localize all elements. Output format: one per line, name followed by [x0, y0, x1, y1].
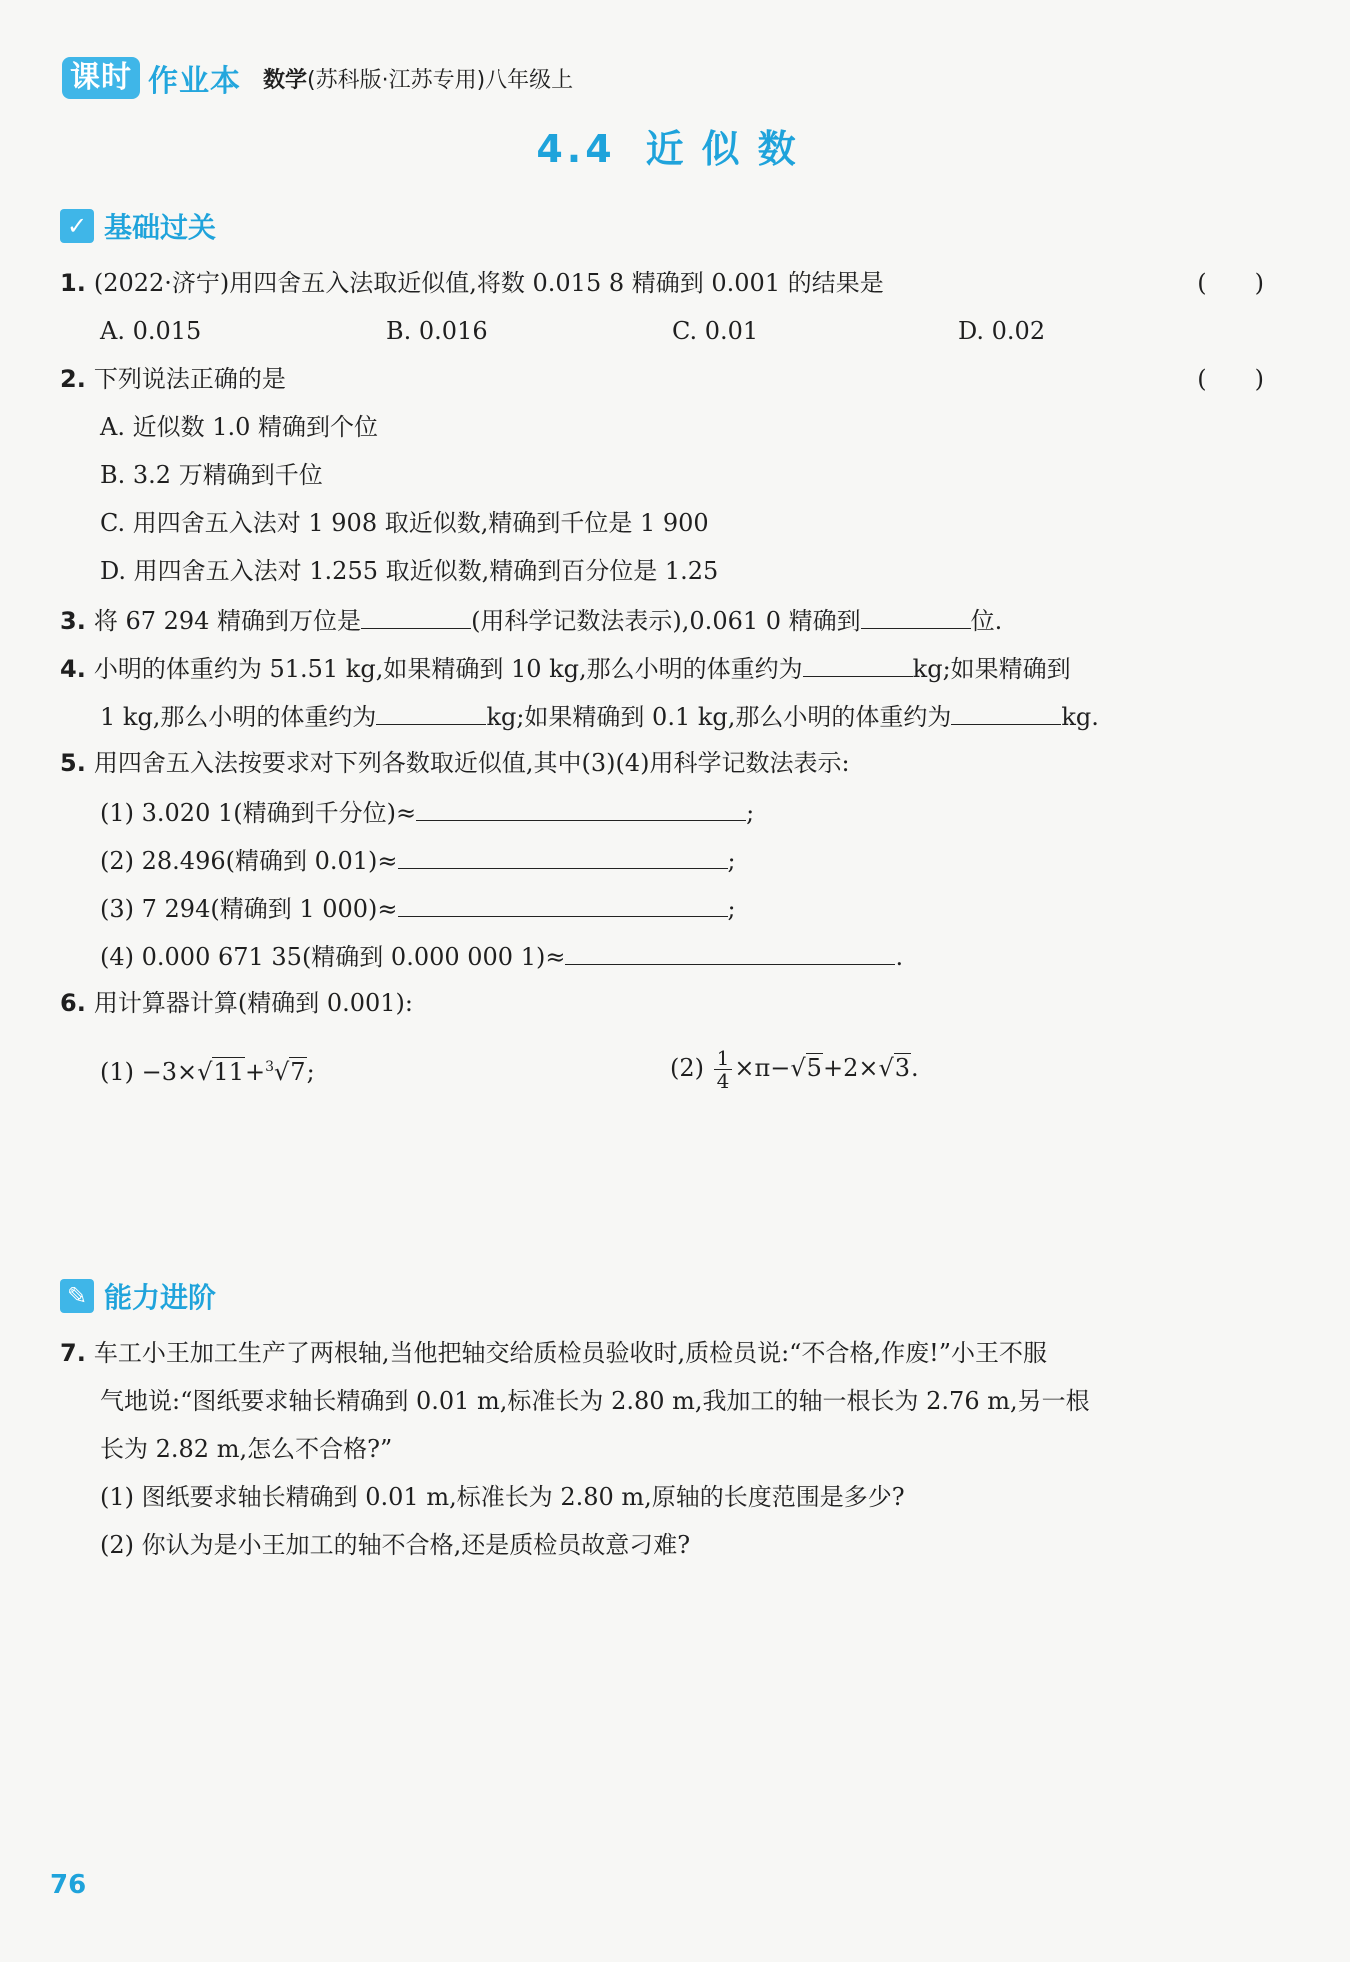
- part-end: ;: [306, 1058, 315, 1086]
- answer-blank[interactable]: [951, 700, 1061, 725]
- sqrt-radicand: 11: [213, 1058, 244, 1086]
- numerator: 1: [714, 1047, 733, 1070]
- question-text-b: kg;如果精确到: [912, 655, 1071, 683]
- question-number: 5.: [60, 749, 86, 777]
- sqrt-sign: √: [197, 1058, 213, 1086]
- question-text-line-2: 气地说:“图纸要求轴长精确到 0.01 m,标准长为 2.80 m,我加工的轴一根长为 2.76 m,另一根: [100, 1387, 1090, 1415]
- question-text: 用计算器计算(精确到 0.001):: [93, 989, 413, 1017]
- question-text-line-1: 车工小王加工生产了两根轴,当他把轴交给质检员验收时,质检员说:“不合格,作废!”小王不服: [93, 1339, 1047, 1367]
- brand-logo: 课时: [62, 57, 140, 99]
- answer-blank[interactable]: [361, 604, 471, 629]
- question-number: 4.: [60, 655, 86, 683]
- part-end: .: [911, 1054, 919, 1082]
- question-5-item-4: [100, 940, 903, 972]
- cube-root-index: 3: [265, 1059, 274, 1075]
- item-end: ;: [727, 895, 736, 923]
- page-number: 76: [50, 1870, 87, 1900]
- question-text-c: 1 kg,那么小明的体重约为: [100, 703, 377, 731]
- part-label: (1) −3×: [100, 1058, 198, 1086]
- item-label: (4) 0.000 671 35(精确到 0.000 000 1)≈: [100, 943, 566, 971]
- cube-root-radicand: 7: [290, 1058, 306, 1086]
- item-label: (3) 7 294(精确到 1 000)≈: [100, 895, 398, 923]
- question-6-part-1: [100, 1052, 315, 1087]
- answer-blank[interactable]: [416, 796, 746, 821]
- header: [62, 56, 573, 100]
- question-text-line-3: 长为 2.82 m,怎么不合格?”: [100, 1435, 393, 1463]
- expression-part: ×π−: [734, 1054, 791, 1082]
- question-4: [60, 652, 1264, 684]
- plus-sign: +: [244, 1058, 266, 1086]
- question-number: 2.: [60, 365, 86, 393]
- question-text-b: (用科学记数法表示),0.061 0 精确到: [471, 607, 861, 635]
- question-text-d: kg;如果精确到 0.1 kg,那么小明的体重约为: [486, 703, 952, 731]
- option-c: C. 用四舍五入法对 1 908 取近似数,精确到千位是 1 900: [100, 509, 709, 537]
- question-7: [60, 1338, 1264, 1368]
- book-title: [263, 63, 573, 94]
- chapter-number: 4.4: [536, 127, 616, 171]
- question-3: [60, 604, 1264, 636]
- subject-label: 数学: [263, 67, 308, 93]
- item-end: ;: [727, 847, 736, 875]
- question-4-line-2: [100, 700, 1099, 732]
- item-label: (1) 3.020 1(精确到千分位)≈: [100, 799, 417, 827]
- brand-name: 作业本: [148, 64, 241, 99]
- option-b: B. 0.016: [386, 317, 488, 345]
- section-basic-header: [60, 206, 216, 246]
- option-d: D. 0.02: [958, 317, 1046, 345]
- expression-part: +2×: [822, 1054, 879, 1082]
- edition-label: (苏科版·江苏专用)八年级上: [307, 67, 574, 93]
- sqrt-sign: √: [790, 1054, 806, 1082]
- item-label: (2) 28.496(精确到 0.01)≈: [100, 847, 398, 875]
- question-6-part-2: [670, 1040, 919, 1096]
- question-7-sub-2: (2) 你认为是小王加工的轴不合格,还是质检员故意刁难?: [100, 1531, 691, 1559]
- sqrt-sign: √: [878, 1054, 894, 1082]
- answer-blank[interactable]: [861, 604, 971, 629]
- question-text-c: 位.: [970, 607, 1003, 635]
- answer-blank[interactable]: [376, 700, 486, 725]
- chapter-name: 近似数: [645, 127, 814, 171]
- question-5-item-1: [100, 796, 754, 828]
- item-end: .: [895, 943, 904, 971]
- option-a: A. 0.015: [100, 317, 202, 345]
- question-1: [60, 268, 1264, 298]
- question-number: 7.: [60, 1339, 86, 1367]
- question-text: 用四舍五入法按要求对下列各数取近似值,其中(3)(4)用科学记数法表示:: [93, 749, 850, 777]
- option-a: A. 近似数 1.0 精确到个位: [100, 413, 379, 441]
- answer-parentheses: ( ): [1197, 365, 1264, 393]
- option-b: B. 3.2 万精确到千位: [100, 461, 323, 489]
- question-number: 3.: [60, 607, 86, 635]
- question-text: (2022·济宁)用四舍五入法取近似值,将数 0.015 8 精确到 0.001 的结果是: [93, 269, 884, 297]
- question-6: [60, 988, 1264, 1018]
- checkmark-icon: ✓: [60, 209, 94, 243]
- question-5: [60, 748, 1264, 778]
- question-5-item-2: [100, 844, 736, 876]
- chapter-title: [0, 118, 1350, 173]
- sqrt-sign: √: [274, 1058, 290, 1086]
- sqrt-radicand: 3: [894, 1054, 911, 1082]
- answer-parentheses: ( ): [1197, 269, 1264, 297]
- question-text-e: kg.: [1061, 703, 1099, 731]
- question-number: 6.: [60, 989, 86, 1017]
- option-c: C. 0.01: [672, 317, 759, 345]
- fraction: [714, 1047, 733, 1092]
- sqrt-radicand: 5: [806, 1054, 822, 1082]
- answer-blank[interactable]: [398, 844, 728, 869]
- question-text-a: 将 67 294 精确到万位是: [93, 607, 362, 635]
- denominator: 4: [716, 1069, 730, 1093]
- question-2: [60, 364, 1264, 394]
- question-text: 下列说法正确的是: [93, 365, 286, 393]
- section-advanced-title: 能力进阶: [104, 1281, 217, 1314]
- section-basic-title: 基础过关: [104, 211, 217, 244]
- option-d: D. 用四舍五入法对 1.255 取近似数,精确到百分位是 1.25: [100, 557, 719, 585]
- answer-blank[interactable]: [565, 940, 895, 965]
- question-7-sub-1: (1) 图纸要求轴长精确到 0.01 m,标准长为 2.80 m,原轴的长度范围是多少?: [100, 1483, 905, 1511]
- question-text-a: 小明的体重约为 51.51 kg,如果精确到 10 kg,那么小明的体重约为: [93, 655, 803, 683]
- question-5-item-3: [100, 892, 736, 924]
- item-end: ;: [746, 799, 755, 827]
- question-number: 1.: [60, 269, 86, 297]
- section-advanced-header: [60, 1276, 216, 1316]
- answer-blank[interactable]: [398, 892, 728, 917]
- answer-blank[interactable]: [803, 652, 913, 677]
- pencil-icon: ✎: [60, 1279, 94, 1313]
- part-label: (2): [670, 1054, 704, 1082]
